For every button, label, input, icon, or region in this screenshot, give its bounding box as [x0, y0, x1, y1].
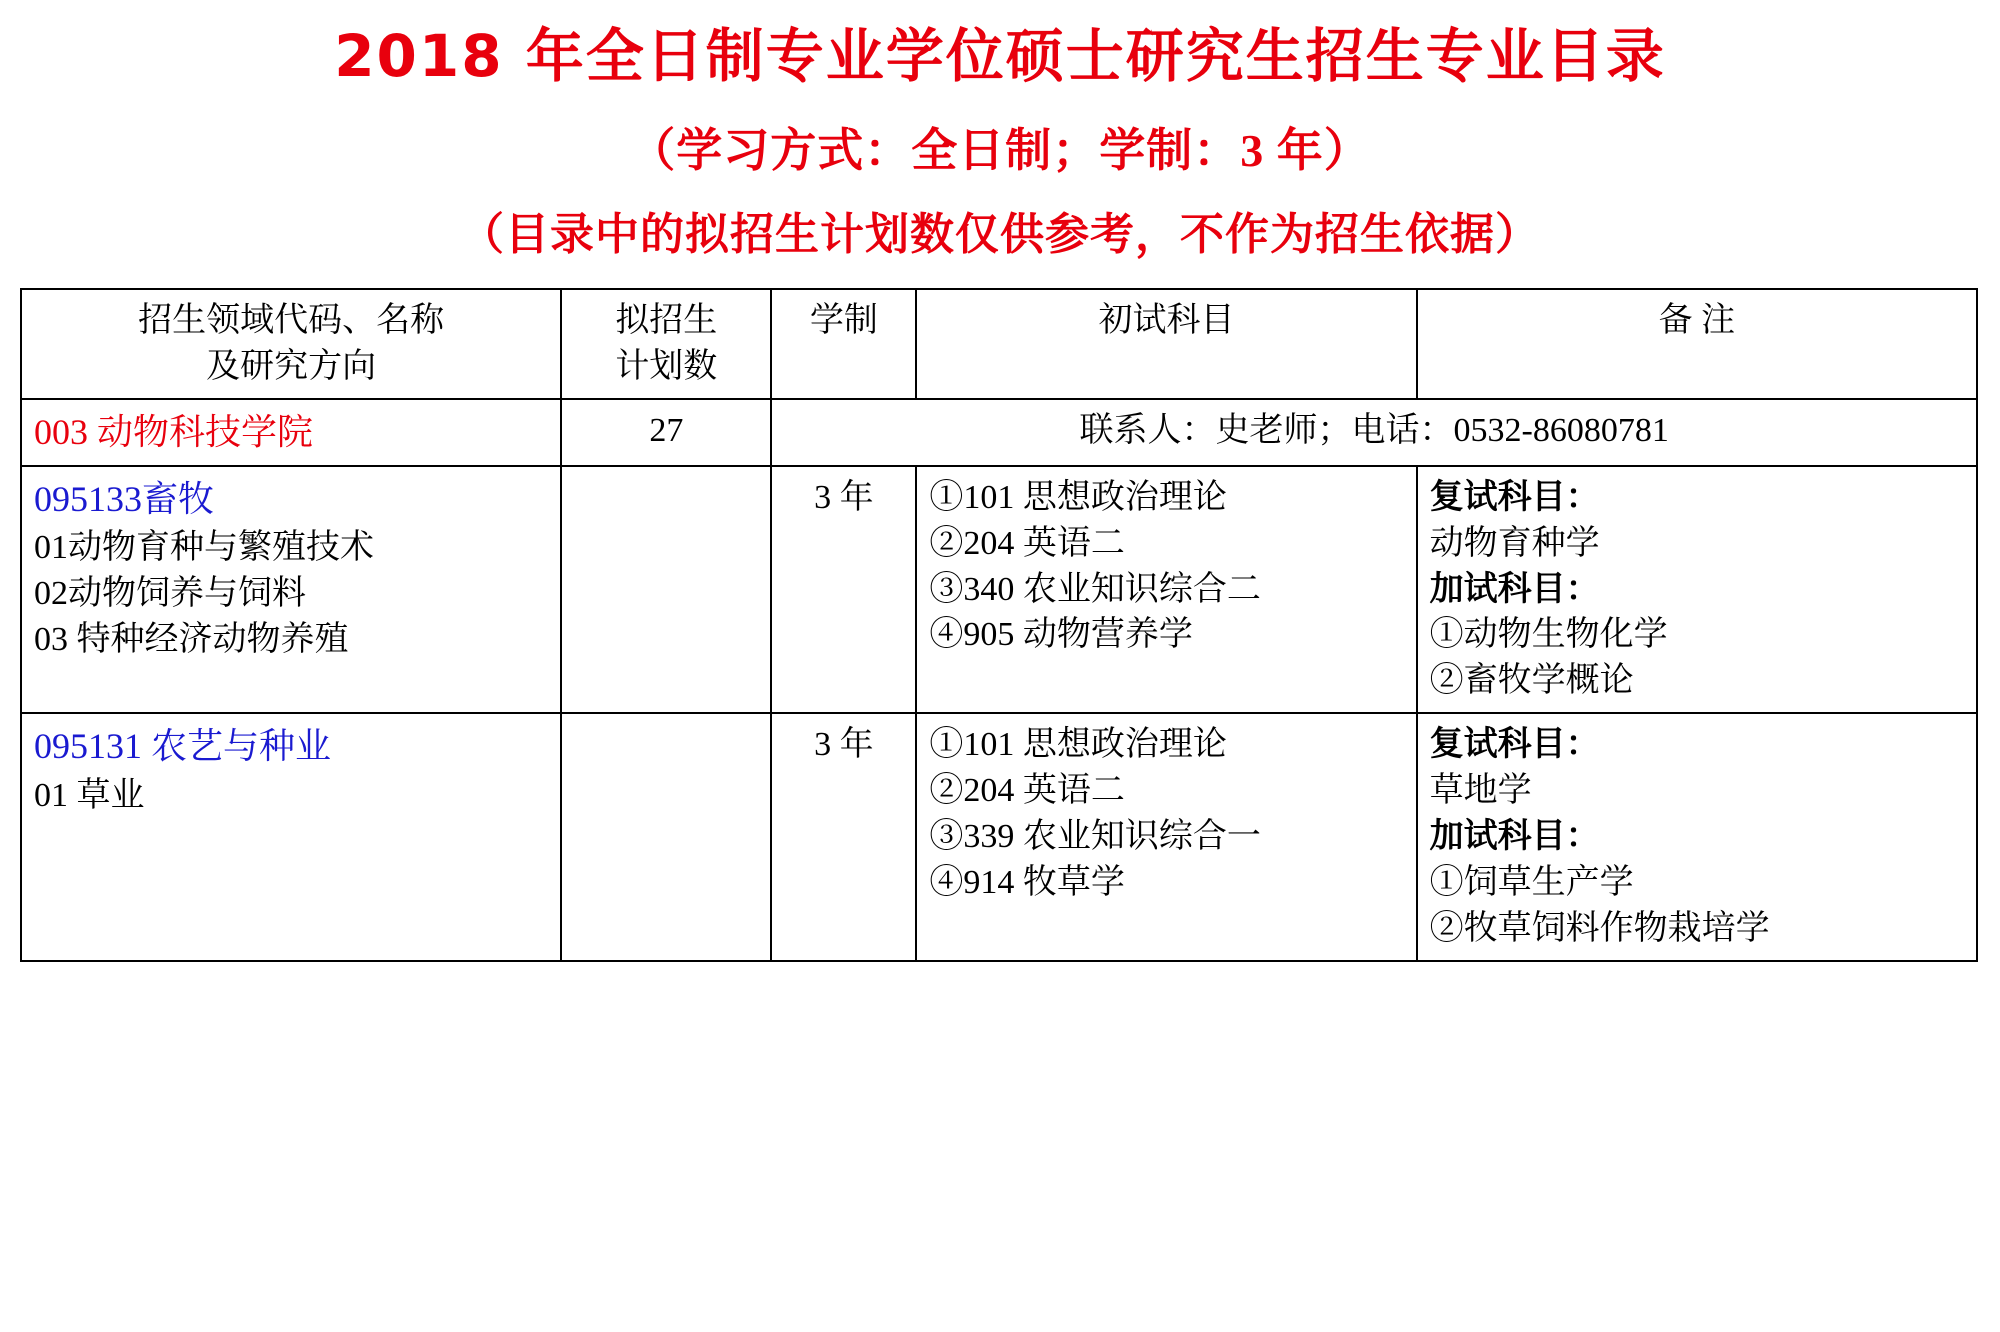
program-direction: 01 草业	[34, 776, 145, 814]
table-row	[21, 713, 1977, 960]
program-exam-cell	[916, 466, 1416, 713]
exam-subject: ②204 英语二	[929, 772, 1125, 810]
header-plan	[561, 289, 771, 399]
department-row	[21, 399, 1977, 466]
program-field-cell	[21, 466, 561, 713]
exam-subject: ①101 思想政治理论	[929, 726, 1227, 764]
document-page	[0, 22, 2000, 1332]
program-direction: 03 特种经济动物养殖	[34, 621, 349, 659]
remark-heading: 复试科目：	[1429, 726, 1600, 764]
remark-item: ②牧草饲料作物栽培学	[1429, 909, 1770, 947]
department-plan-cell: 27	[561, 399, 771, 466]
remark-heading: 加试科目：	[1429, 570, 1600, 608]
header-plan-line1: 拟招生	[615, 302, 718, 340]
program-code-name: 095131 农艺与种业	[34, 726, 332, 767]
program-direction: 02动物饲养与饲料	[34, 575, 306, 613]
table-header-row	[21, 289, 1977, 399]
header-field-line1: 招生领域代码、名称	[138, 302, 445, 340]
header-field	[21, 289, 561, 399]
admissions-catalog-table	[20, 288, 1978, 962]
exam-subject: ④914 牧草学	[929, 863, 1125, 901]
page-subtitle-study-mode: （学习方式：全日制；学制：3 年）	[629, 124, 1371, 176]
program-years-cell: 3 年	[771, 466, 916, 713]
program-remark-cell	[1417, 466, 1977, 713]
program-plan-cell	[561, 713, 771, 960]
remark-item: ②畜牧学概论	[1429, 662, 1634, 700]
department-name: 003 动物科技学院	[34, 411, 314, 452]
exam-subject: ①101 思想政治理论	[929, 478, 1227, 516]
remark-item: ①动物生物化学	[1429, 616, 1668, 654]
exam-subject: ③339 农业知识综合一	[929, 818, 1261, 855]
page-subtitle-disclaimer: （目录中的拟招生计划数仅供参考，不作为招生依据）	[460, 210, 1540, 260]
header-exam: 初试科目	[916, 289, 1416, 399]
exam-subject: ④905 动物营养学	[929, 616, 1193, 654]
header-remark: 备 注	[1417, 289, 1977, 399]
remark-item: 草地学	[1429, 772, 1532, 810]
program-field-cell	[21, 713, 561, 960]
remark-item: 动物育种学	[1429, 524, 1600, 562]
program-years-cell: 3 年	[771, 713, 916, 960]
header-plan-line2: 计划数	[615, 347, 718, 385]
department-contact-cell: 联系人：史老师；电话：0532-86080781	[771, 399, 1977, 466]
page-title: 2018 年全日制专业学位硕士研究生招生专业目录	[334, 22, 1666, 90]
header-field-line2: 及研究方向	[206, 347, 377, 385]
remark-heading: 加试科目：	[1429, 818, 1600, 855]
table-row	[21, 466, 1977, 713]
program-exam-cell	[916, 713, 1416, 960]
remark-heading: 复试科目：	[1429, 478, 1600, 516]
program-direction: 01动物育种与繁殖技术	[34, 529, 374, 567]
exam-subject: ②204 英语二	[929, 524, 1125, 562]
department-name-cell	[21, 399, 561, 466]
program-plan-cell	[561, 466, 771, 713]
program-code-name: 095133畜牧	[34, 478, 215, 519]
remark-item: ①饲草生产学	[1429, 863, 1634, 901]
header-years: 学制	[771, 289, 916, 399]
exam-subject: ③340 农业知识综合二	[929, 570, 1261, 608]
program-remark-cell	[1417, 713, 1977, 960]
